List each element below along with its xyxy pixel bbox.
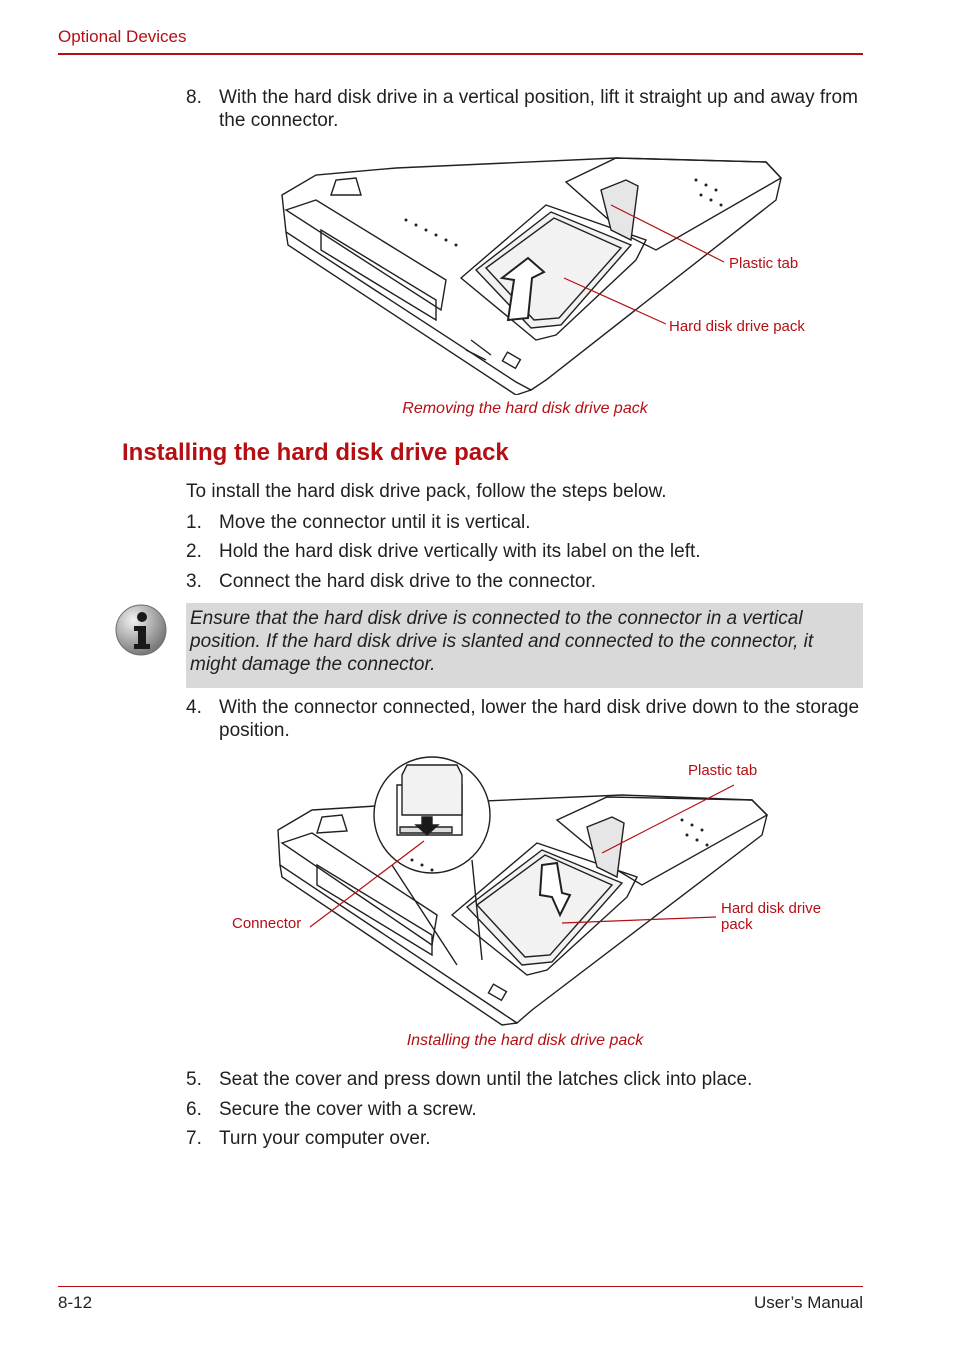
- step-1: [186, 511, 866, 534]
- section-intro: To install the hard disk drive pack, follow the steps below.: [186, 481, 667, 502]
- step-text: Hold the hard disk drive vertically with its label on the left.: [219, 541, 701, 562]
- plastic-tab-shape: [601, 180, 638, 240]
- step-text: With the hard disk drive in a vertical position, lift it straight up and away from the connector.: [219, 87, 858, 131]
- info-icon: [115, 604, 169, 658]
- step-2: [186, 540, 866, 563]
- step-text: Connect the hard disk drive to the connector.: [219, 571, 597, 592]
- step-7: [186, 1127, 866, 1150]
- leader-connector: [310, 841, 424, 927]
- step-number: 8.: [186, 87, 202, 108]
- footer-rule: [58, 1286, 863, 1287]
- hdd-body: [476, 212, 631, 328]
- running-header: Optional Devices: [58, 27, 187, 46]
- note-box: [186, 603, 863, 688]
- step-number: 7.: [186, 1128, 202, 1149]
- step-text: Secure the cover with a screw.: [219, 1099, 477, 1120]
- figure-installing-hdd: [272, 755, 782, 1030]
- step-6: [186, 1098, 866, 1121]
- figure1-caption: Removing the hard disk drive pack: [402, 400, 648, 417]
- section-title: Installing the hard disk drive pack: [122, 439, 509, 466]
- label-hdd-pack-line2: pack: [721, 916, 753, 933]
- step-text: Move the connector until it is vertical.: [219, 512, 531, 533]
- step-number: 3.: [186, 571, 202, 592]
- label-hdd-pack: Hard disk drive pack: [669, 318, 805, 335]
- step-text: Turn your computer over.: [219, 1128, 431, 1149]
- plastic-tab-shape: [587, 817, 624, 877]
- figure2-caption: Installing the hard disk drive pack: [406, 1032, 644, 1049]
- step-4: [186, 696, 866, 742]
- note-text: Ensure that the hard disk drive is connected to the connector in a vertical position. If the hard disk drive is slanted and connected to the connector, it might damage the connector.: [190, 608, 814, 675]
- figure-removing-hdd: [276, 150, 799, 395]
- step-text: Seat the cover and press down until the latches click into place.: [219, 1069, 753, 1090]
- step-8: [186, 86, 866, 132]
- step-number: 1.: [186, 512, 202, 533]
- step-number: 5.: [186, 1069, 202, 1090]
- label-hdd-pack-line1: Hard disk drive: [721, 900, 822, 917]
- page-number: 8-12: [58, 1293, 93, 1312]
- step-number: 2.: [186, 541, 202, 562]
- step-number: 4.: [186, 697, 202, 718]
- header-rule: [58, 53, 863, 55]
- manual-title: User’s Manual: [754, 1293, 863, 1312]
- step-number: 6.: [186, 1099, 202, 1120]
- label-plastic-tab: Plastic tab: [729, 255, 799, 272]
- step-3: [186, 570, 866, 593]
- label-plastic-tab: Plastic tab: [688, 762, 758, 779]
- label-connector: Connector: [232, 915, 302, 932]
- step-text: With the connector connected, lower the hard disk drive down to the storage position.: [219, 697, 860, 741]
- step-5: [186, 1068, 866, 1091]
